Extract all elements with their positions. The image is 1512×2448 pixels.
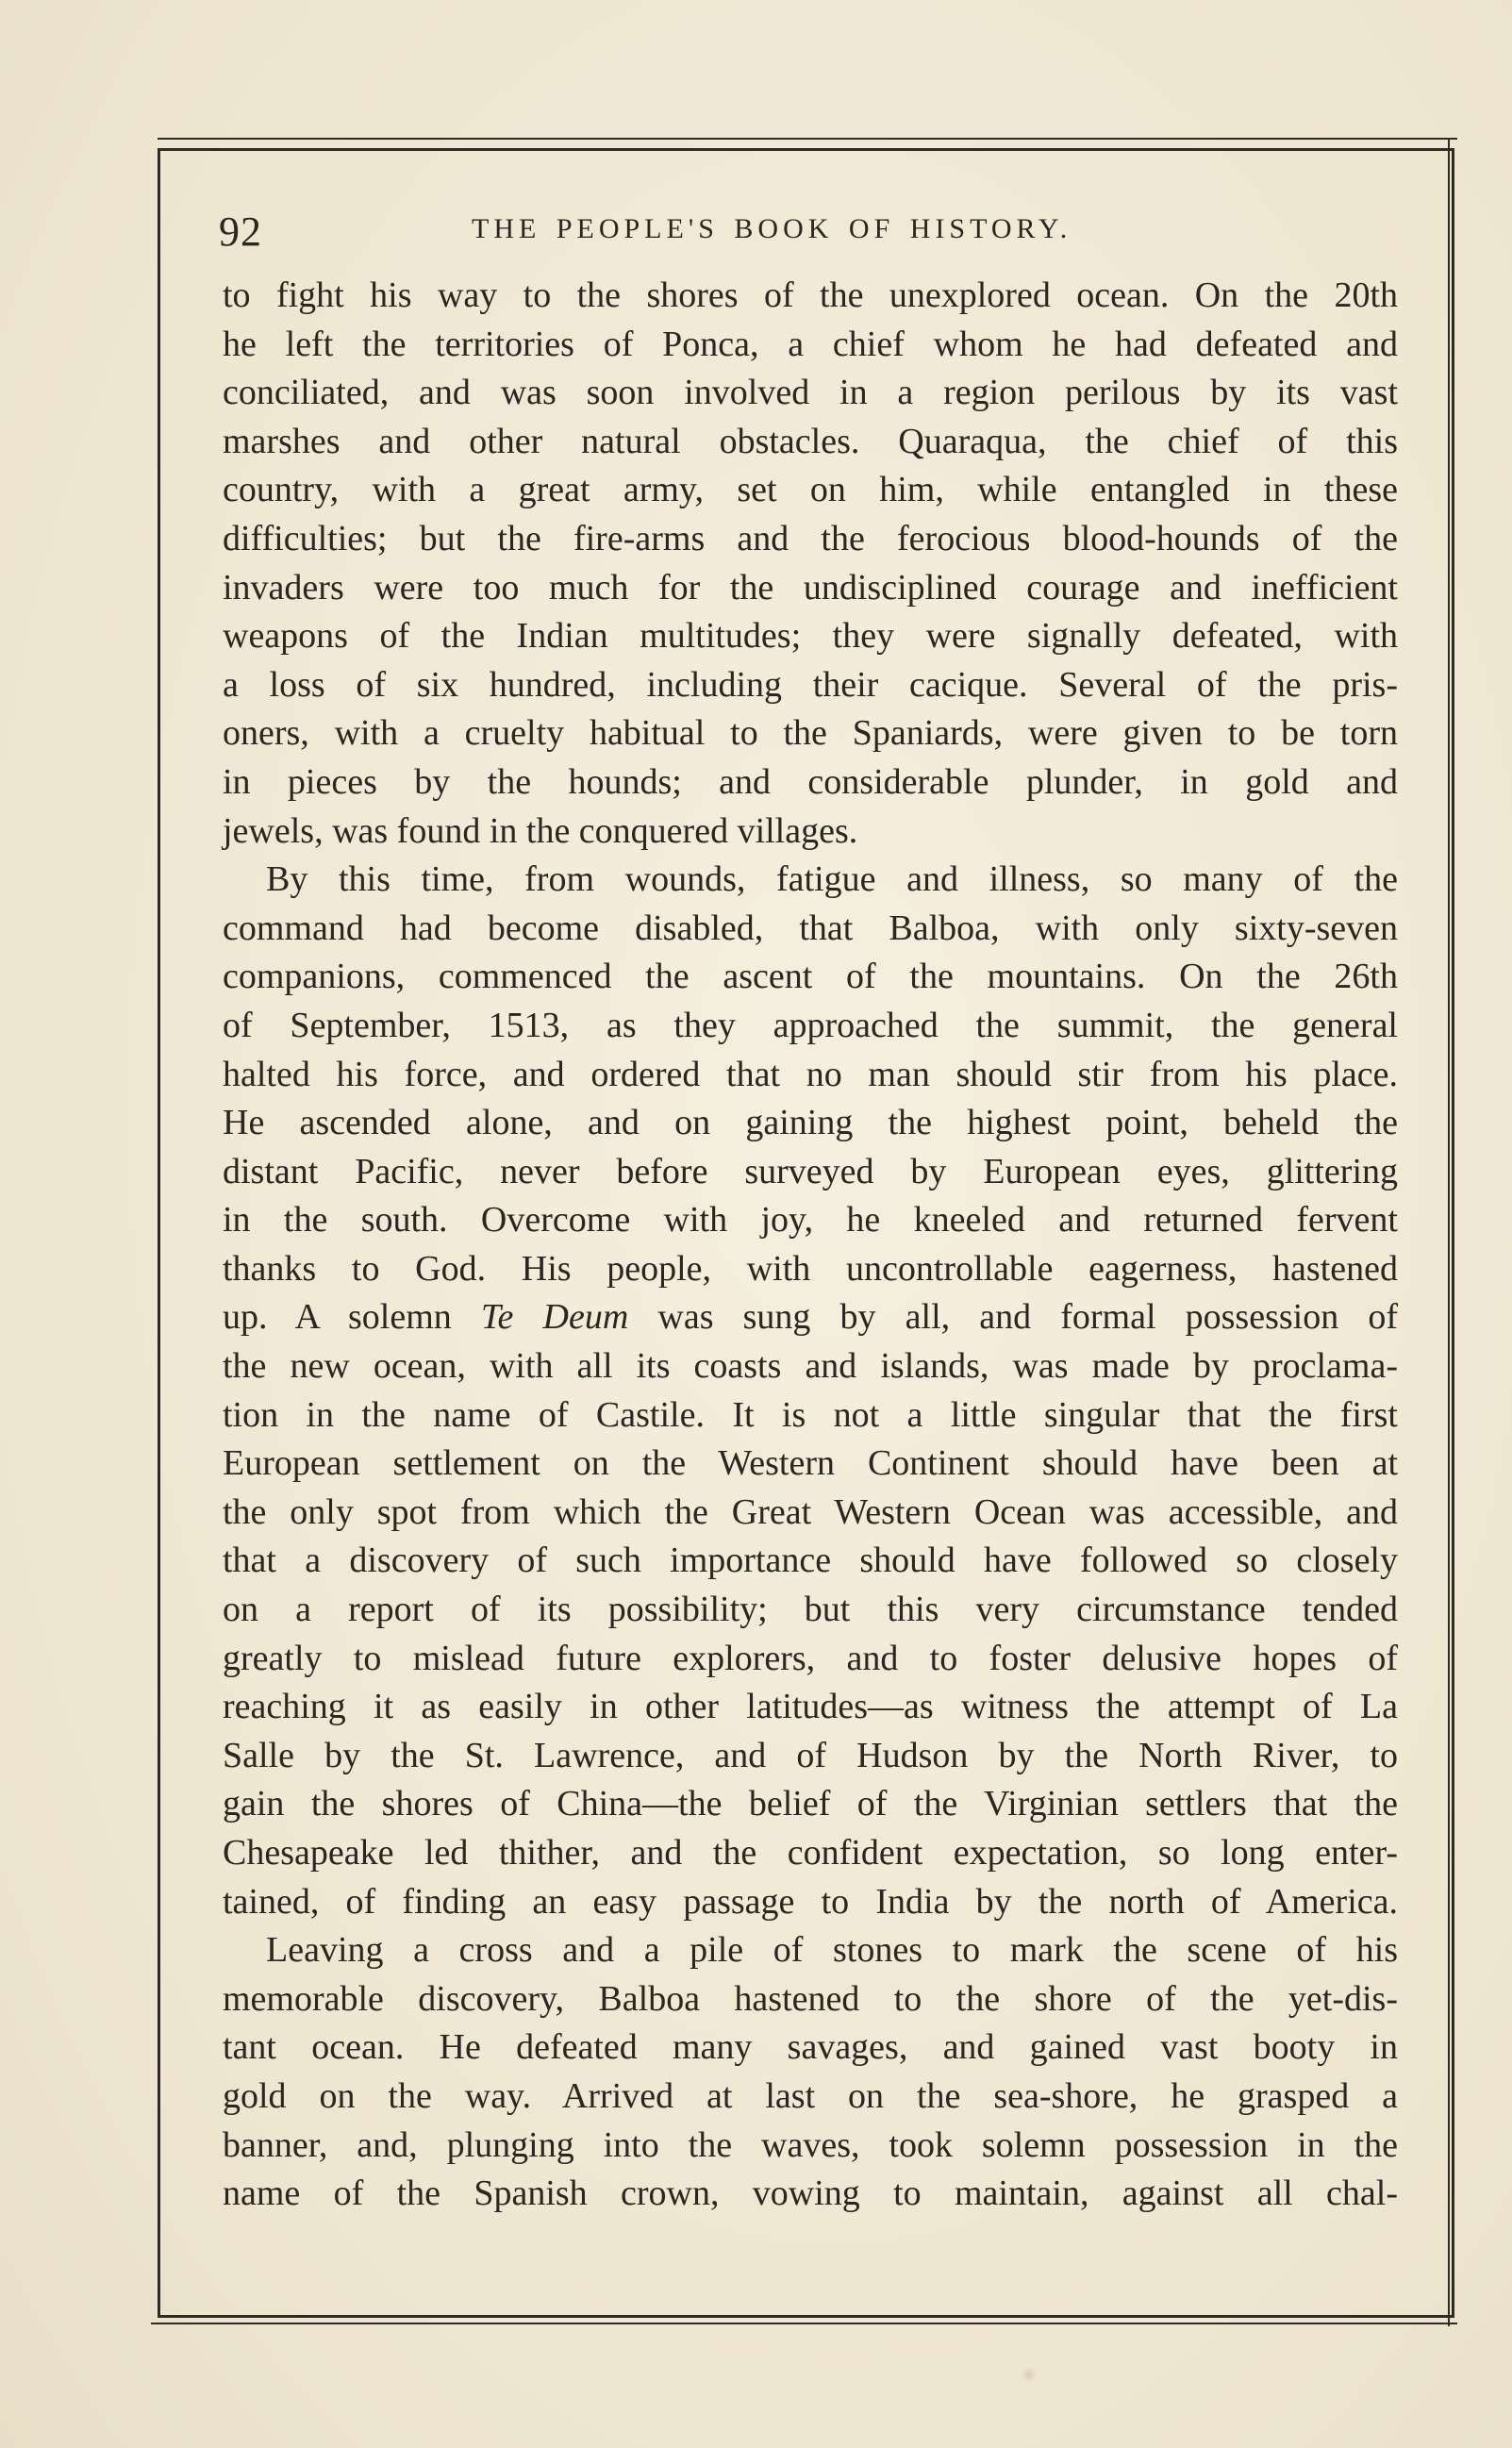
text-line: companions, commenced the ascent of the mountains. On the 26th: [223, 957, 1398, 997]
text-line: halted his force, and ordered that no man should stir from his place.: [223, 1054, 1398, 1094]
paper-speck: [1022, 2366, 1037, 2383]
text-line: European settlement on the Western Continent should have been at: [223, 1443, 1398, 1484]
text-line: weapons of the Indian multitudes; they were signally defeated, with: [223, 616, 1398, 657]
text-line: Leaving a cross and a pile of stones to mark the scene of his: [266, 1930, 1398, 1971]
text-line: in the south. Overcome with joy, he kneeled and returned fervent: [223, 1200, 1398, 1241]
text-line: Chesapeake led thither, and the confident expectation, so long enter-: [223, 1833, 1398, 1873]
text-line: jewels, was found in the conquered villages.: [223, 810, 858, 851]
text-line: of September, 1513, as they approached the summit, the general: [223, 1005, 1398, 1045]
text-line: a loss of six hundred, including their cacique. Several of the pris-: [223, 664, 1398, 705]
text-line: thanks to God. His people, with uncontrollable eagerness, hastened: [223, 1248, 1398, 1289]
text-segment: up. A solemn: [223, 1297, 481, 1338]
text-line: By this time, from wounds, fatigue and illness, so many of the: [266, 859, 1398, 900]
text-line: distant Pacific, never before surveyed by European eyes, glittering: [223, 1151, 1398, 1191]
text-line: name of the Spanish crown, vowing to maintain, against all chal-: [223, 2173, 1398, 2214]
text-line: on a report of its possibility; but this very circumstance tended: [223, 1590, 1398, 1630]
text-line: greatly to mislead future explorers, and to foster delusive hopes of: [223, 1638, 1398, 1678]
frame-bottom-rule: [151, 2323, 1457, 2328]
text-line: the only spot from which the Great Western Ocean was accessible, and: [223, 1491, 1398, 1532]
text-line: invaders were too much for the undisciplined courage and inefficient: [223, 567, 1398, 608]
text-line: memorable discovery, Balboa hastened to the shore of the yet-dis-: [223, 1978, 1398, 2019]
text-line-with-italic: [223, 1293, 1398, 1342]
text-line: tained, of finding an easy passage to India by the north of America.: [223, 1881, 1398, 1922]
italic-phrase: Te Deum: [480, 1297, 629, 1338]
body-text: [223, 272, 1398, 2219]
text-line: that a discovery of such importance should have followed so closely: [223, 1540, 1398, 1581]
text-line: tion in the name of Castile. It is not a little singular that the first: [223, 1394, 1398, 1435]
page-header: [219, 202, 1396, 258]
frame-right-rule: [1448, 138, 1455, 2326]
page-number: 92: [219, 208, 262, 255]
text-line: in pieces by the hounds; and considerable plunder, in gold and: [223, 761, 1398, 802]
text-line: command had become disabled, that Balboa, with only sixty-seven: [223, 908, 1398, 948]
frame-top-rule: [158, 138, 1457, 143]
text-line: reaching it as easily in other latitudes—as witness the attempt of La: [223, 1687, 1398, 1727]
text-segment: was sung by all, and formal possession of: [628, 1297, 1398, 1338]
text-line: oners, with a cruelty habitual to the Spaniards, were given to be torn: [223, 713, 1398, 754]
text-line: marshes and other natural obstacles. Quaraqua, the chief of this: [223, 421, 1398, 461]
text-line: difficulties; but the fire-arms and the ferocious blood-hounds of the: [223, 518, 1398, 558]
text-line: to fight his way to the shores of the unexplored ocean. On the 20th: [223, 275, 1398, 315]
text-line: conciliated, and was soon involved in a region perilous by its vast: [223, 373, 1398, 413]
text-line: gold on the way. Arrived at last on the sea-shore, he grasped a: [223, 2075, 1398, 2116]
text-line: gain the shores of China—the belief of the Virginian settlers that the: [223, 1784, 1398, 1824]
text-line: Salle by the St. Lawrence, and of Hudson by the North River, to: [223, 1735, 1398, 1775]
text-line: He ascended alone, and on gaining the highest point, beheld the: [223, 1103, 1398, 1143]
text-line: country, with a great army, set on him, while entangled in these: [223, 470, 1398, 510]
text-line: tant ocean. He defeated many savages, and gained vast booty in: [223, 2027, 1398, 2068]
running-head: THE PEOPLE'S BOOK OF HISTORY.: [472, 213, 1072, 244]
text-line: banner, and, plunging into the waves, took solemn possession in the: [223, 2124, 1398, 2165]
text-line: he left the territories of Ponca, a chief whom he had defeated and: [223, 324, 1398, 364]
text-line: the new ocean, with all its coasts and islands, was made by proclama-: [223, 1346, 1398, 1387]
